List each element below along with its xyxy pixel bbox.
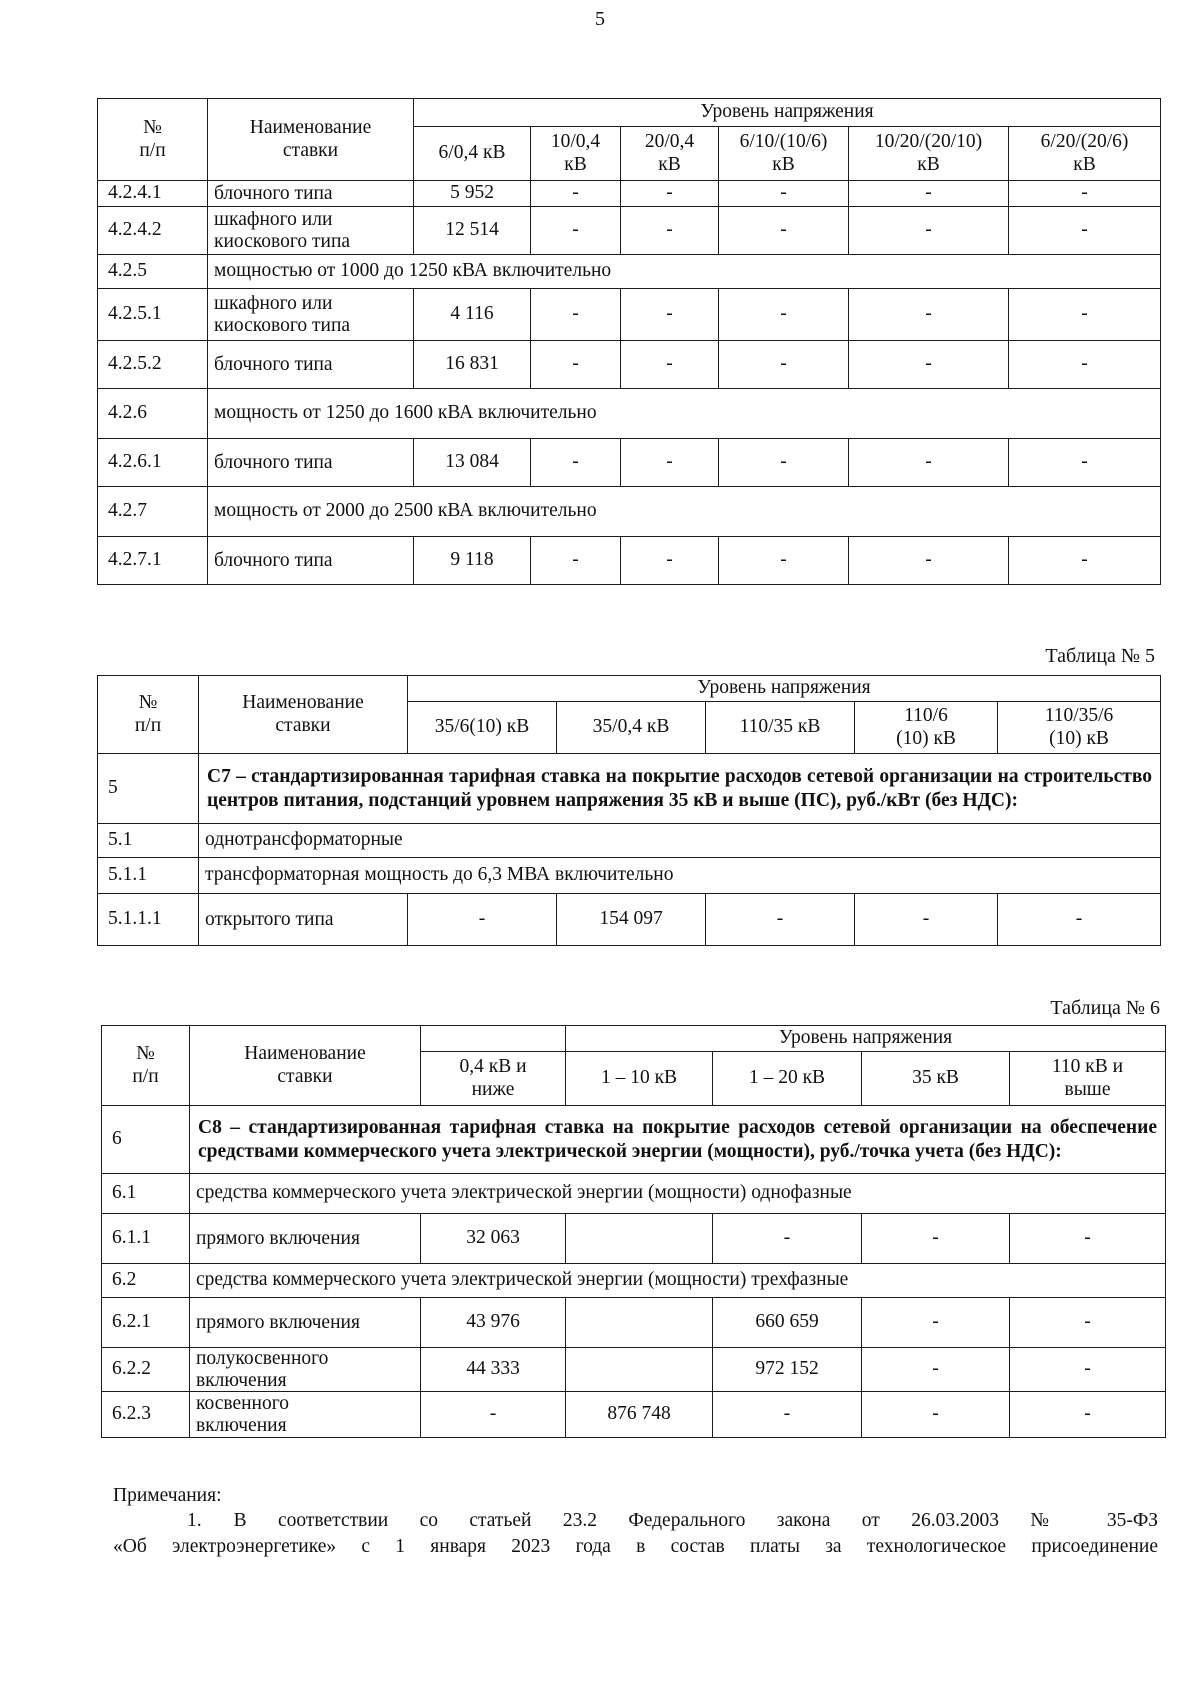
voltage-level-1: 35/6(10) кВ — [408, 702, 557, 754]
row-number: 4.2.4.1 — [98, 181, 208, 207]
row-number: 6.2 — [102, 1264, 190, 1298]
rate-value: - — [855, 894, 998, 946]
row-number: 6.1 — [102, 1174, 190, 1214]
rate-value: 43 976 — [421, 1298, 566, 1348]
rate-name: прямого включения — [190, 1214, 421, 1264]
rate-name: косвенного включения — [190, 1392, 421, 1438]
notes-title: Примечания: — [113, 1485, 222, 1506]
rate-value — [566, 1298, 713, 1348]
note-item-number: 1. — [187, 1510, 202, 1532]
voltage-level-3: 110/35 кВ — [706, 702, 855, 754]
rate-value: - — [1009, 341, 1161, 389]
rate-value: 5 952 — [414, 181, 531, 207]
col-name-header: Наименование ставки — [190, 1026, 421, 1106]
col-num-header: № п/п — [102, 1026, 190, 1106]
page-number: 5 — [595, 8, 605, 30]
rate-value: 972 152 — [713, 1348, 862, 1392]
rate-value: - — [531, 341, 621, 389]
rate-value: - — [621, 439, 719, 487]
rate-value: - — [621, 207, 719, 255]
voltage-level-header: Уровень напряжения — [414, 99, 1161, 127]
rate-value: - — [1009, 439, 1161, 487]
rate-value: - — [849, 439, 1009, 487]
rate-value: - — [1009, 181, 1161, 207]
row-number: 5.1.1 — [98, 858, 199, 894]
rate-name: блочного типа — [208, 439, 414, 487]
rate-name: шкафного или киоскового типа — [208, 289, 414, 341]
col-num-header: № п/п — [98, 676, 199, 754]
rate-value: - — [621, 289, 719, 341]
rate-name: шкафного или киоскового типа — [208, 207, 414, 255]
rate-name: блочного типа — [208, 537, 414, 585]
row-number: 6.1.1 — [102, 1214, 190, 1264]
row-section-title: мощность от 1250 до 1600 кВА включительно — [208, 389, 1161, 439]
table-row — [98, 894, 1161, 946]
rate-value: - — [849, 537, 1009, 585]
row-number: 6 — [102, 1106, 190, 1174]
row-section-title: средства коммерческого учета электрической энергии (мощности) трехфазные — [190, 1264, 1166, 1298]
rate-value — [566, 1214, 713, 1264]
row-section-title: С7 – стандартизированная тарифная ставка на покрытие расходов сетевой организации на строительство центров питания, подстанций уровнем напряжения 35 кВ и выше (ПС), руб./кВт (без НДС): — [199, 754, 1161, 824]
voltage-level-4: 110/6 (10) кВ — [855, 702, 998, 754]
table-row — [98, 487, 1161, 537]
rate-name: открытого типа — [199, 894, 408, 946]
table-row — [98, 754, 1161, 824]
row-section-title: средства коммерческого учета электрической энергии (мощности) однофазные — [190, 1174, 1166, 1214]
rate-value: 4 116 — [414, 289, 531, 341]
table-5-caption: Таблица № 5 — [1045, 645, 1155, 667]
rate-value: - — [1009, 207, 1161, 255]
rate-value: - — [531, 207, 621, 255]
rate-value: - — [862, 1214, 1010, 1264]
rate-value: - — [719, 537, 849, 585]
rate-value: 44 333 — [421, 1348, 566, 1392]
rate-value: - — [621, 341, 719, 389]
voltage-level-3: 20/0,4 кВ — [621, 127, 719, 181]
rate-value: - — [998, 894, 1161, 946]
notes — [113, 1483, 1158, 1559]
table-row — [98, 255, 1161, 289]
row-number: 4.2.6 — [98, 389, 208, 439]
rate-value: - — [849, 181, 1009, 207]
rate-value: 13 084 — [414, 439, 531, 487]
rate-name: блочного типа — [208, 341, 414, 389]
note-line-2: «Об электроэнергетике» с 1 января 2023 года в состав платы за технологическое присоединение — [113, 1535, 1158, 1557]
rate-value: - — [1010, 1348, 1166, 1392]
rate-value: - — [531, 439, 621, 487]
row-number: 4.2.5.1 — [98, 289, 208, 341]
row-number: 6.2.1 — [102, 1298, 190, 1348]
rate-value: - — [719, 439, 849, 487]
table-row — [102, 1392, 1166, 1438]
col-num-header: № п/п — [98, 99, 208, 181]
rate-value: - — [531, 289, 621, 341]
table-row — [98, 439, 1161, 487]
table-row — [98, 289, 1161, 341]
table-row — [98, 824, 1161, 858]
row-number: 4.2.5.2 — [98, 341, 208, 389]
col-name-header: Наименование ставки — [208, 99, 414, 181]
table-row — [98, 858, 1161, 894]
table-row — [98, 207, 1161, 255]
row-number: 5.1 — [98, 824, 199, 858]
voltage-level-2: 35/0,4 кВ — [557, 702, 706, 754]
rate-value: - — [849, 289, 1009, 341]
table-row — [98, 341, 1161, 389]
rate-value: - — [408, 894, 557, 946]
table-6 — [101, 1025, 1166, 1438]
rate-value: - — [1010, 1392, 1166, 1438]
rate-name: прямого включения — [190, 1298, 421, 1348]
row-number: 4.2.6.1 — [98, 439, 208, 487]
table-row — [102, 1214, 1166, 1264]
rate-value: - — [862, 1348, 1010, 1392]
row-number: 6.2.2 — [102, 1348, 190, 1392]
table-row — [98, 181, 1161, 207]
rate-value: 154 097 — [557, 894, 706, 946]
voltage-level-2: 1 – 10 кВ — [566, 1052, 713, 1106]
row-number: 4.2.7.1 — [98, 537, 208, 585]
rate-value: - — [1009, 289, 1161, 341]
row-number: 5.1.1.1 — [98, 894, 199, 946]
voltage-level-3: 1 – 20 кВ — [713, 1052, 862, 1106]
row-number: 5 — [98, 754, 199, 824]
rate-value: - — [531, 537, 621, 585]
rate-value: - — [1009, 537, 1161, 585]
note-line-1: 1. В соответствии со статьей 23.2 Федерального закона от 26.03.2003 № 35-ФЗ — [187, 1510, 1158, 1532]
rate-value: - — [713, 1392, 862, 1438]
rate-value: - — [621, 181, 719, 207]
rate-value: - — [849, 341, 1009, 389]
rate-value: - — [706, 894, 855, 946]
row-section-title: мощность от 2000 до 2500 кВА включительно — [208, 487, 1161, 537]
table-row — [102, 1298, 1166, 1348]
table-row — [102, 1348, 1166, 1392]
rate-value: - — [719, 341, 849, 389]
rate-value: - — [1010, 1298, 1166, 1348]
table-6-caption: Таблица № 6 — [1050, 997, 1160, 1019]
voltage-level-1: 0,4 кВ и ниже — [421, 1052, 566, 1106]
rate-value: - — [862, 1392, 1010, 1438]
table-row — [102, 1106, 1166, 1174]
rate-value: - — [531, 181, 621, 207]
row-section-title: трансформаторная мощность до 6,3 МВА включительно — [199, 858, 1161, 894]
rate-value: - — [421, 1392, 566, 1438]
row-section-title: С8 – стандартизированная тарифная ставка на покрытие расходов сетевой организации на обеспечение средствами коммерческого учета электрической энергии (мощности), руб./точка учета (без НДС): — [190, 1106, 1166, 1174]
voltage-level-5: 110/35/6 (10) кВ — [998, 702, 1161, 754]
table-row — [102, 1174, 1166, 1214]
row-number: 6.2.3 — [102, 1392, 190, 1438]
table-5 — [97, 675, 1161, 946]
table-row — [102, 1264, 1166, 1298]
rate-value: 32 063 — [421, 1214, 566, 1264]
rate-value: - — [1010, 1214, 1166, 1264]
col-name-header: Наименование ставки — [199, 676, 408, 754]
rate-value: 876 748 — [566, 1392, 713, 1438]
rate-name: блочного типа — [208, 181, 414, 207]
table-row — [98, 389, 1161, 439]
rate-value: 9 118 — [414, 537, 531, 585]
rate-value: - — [849, 207, 1009, 255]
voltage-level-header: Уровень напряжения — [408, 676, 1161, 702]
rate-value: 660 659 — [713, 1298, 862, 1348]
rate-value: - — [713, 1214, 862, 1264]
voltage-level-2: 10/0,4 кВ — [531, 127, 621, 181]
rate-value: 16 831 — [414, 341, 531, 389]
voltage-level-1: 6/0,4 кВ — [414, 127, 531, 181]
rate-value: - — [621, 537, 719, 585]
table-4 — [97, 98, 1161, 585]
voltage-level-5: 110 кВ и выше — [1010, 1052, 1166, 1106]
rate-name: полукосвенного включения — [190, 1348, 421, 1392]
voltage-level-header: Уровень напряжения — [566, 1026, 1166, 1052]
row-section-title: однотрансформаторные — [199, 824, 1161, 858]
rate-value: - — [862, 1298, 1010, 1348]
voltage-level-4: 6/10/(10/6) кВ — [719, 127, 849, 181]
voltage-level-6: 6/20/(20/6) кВ — [1009, 127, 1161, 181]
blank-header-cell — [421, 1026, 566, 1052]
table-row — [98, 537, 1161, 585]
voltage-level-4: 35 кВ — [862, 1052, 1010, 1106]
row-number: 4.2.7 — [98, 487, 208, 537]
rate-value: 12 514 — [414, 207, 531, 255]
rate-value: - — [719, 207, 849, 255]
rate-value — [566, 1348, 713, 1392]
row-number: 4.2.5 — [98, 255, 208, 289]
voltage-level-5: 10/20/(20/10) кВ — [849, 127, 1009, 181]
rate-value: - — [719, 289, 849, 341]
row-number: 4.2.4.2 — [98, 207, 208, 255]
row-section-title: мощностью от 1000 до 1250 кВА включительно — [208, 255, 1161, 289]
rate-value: - — [719, 181, 849, 207]
